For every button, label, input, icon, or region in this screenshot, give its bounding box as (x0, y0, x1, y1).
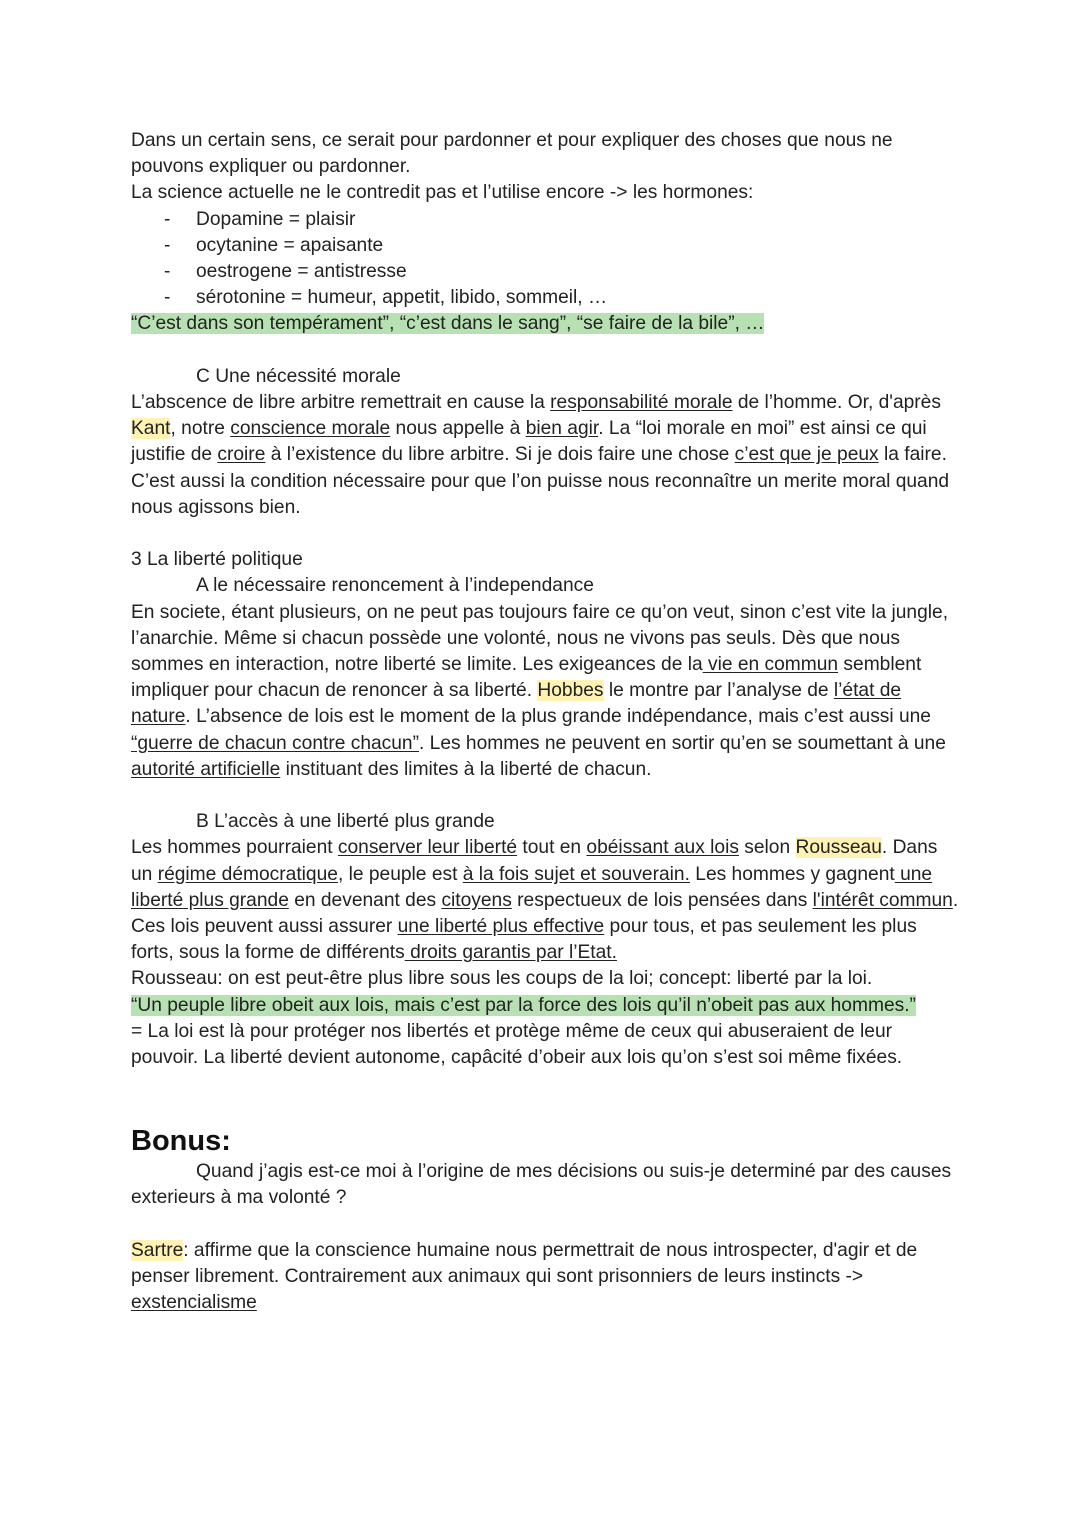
underlined-term: bien agir (525, 418, 599, 440)
green-highlight: “C’est dans son tempérament”, “c’est dans le sang”, “se faire de la bile”, … (131, 313, 765, 335)
section-3b-heading: B L’accès à une liberté plus grande (196, 811, 495, 833)
rousseau-quote (131, 993, 961, 1019)
green-highlight: “Un peuple libre obeit aux lois, mais c’est par la force des lois qu’il n’obeit pas aux hommes.” (131, 994, 916, 1016)
hormones-list (131, 207, 961, 312)
underlined-term: droits garantis par l’Etat. (404, 942, 617, 964)
underlined-term: à la fois sujet et souverain. (462, 863, 690, 885)
intro-science-line: La science actuelle ne le contredit pas et l’utilise encore -> les hormones: (131, 182, 754, 204)
underlined-term: “guerre de chacun contre chacun” (131, 732, 419, 754)
bonus-heading: Bonus: (131, 1125, 231, 1158)
underlined-term: autorité artificielle (131, 758, 281, 780)
section-3b-paragraph: Les hommes pourraient conserver leur liberté tout en obéissant aux lois selon Rousseau. Dans un régime démocratique, le peuple est à la fois sujet et souverain. Les hommes y gagnent une liberté plus grande en devenant des citoyens respectueux de lois pensées dans l'intérêt commun. Ces lois peuvent aussi assurer une liberté plus effective pour tous, et pas seulement les plus forts, sous la forme de différents droits garantis par l’Etat. (131, 837, 959, 964)
underlined-term: croire (217, 444, 266, 466)
underlined-term: une liberté plus grande (131, 863, 933, 911)
bonus-question: Quand j’agis est-ce moi à l’origine de mes décisions ou suis-je determiné par des causes exterieurs à ma volonté ? (131, 1161, 952, 1209)
section-c-paragraph: L’abscence de libre arbitre remettrait en cause la responsabilité morale de l’homme. Or, d'après Kant, notre conscience morale nous appelle à bien agir. La “loi morale en moi” est ainsi ce qui justifie de croire à l’existence du libre arbitre. Si je dois faire une chose c’est que je peux la faire. C’est aussi la condition nécessaire pour que l’on puisse nous reconnaître un merite moral quand nous agissons bien. (131, 392, 950, 518)
underlined-term: vie en commun (702, 654, 839, 676)
law-conclusion-paragraph: = La loi est là pour protéger nos libertés et protège même de ceux qui abuseraient de leur pouvoir. La liberté devient autonome, capâcité d’obeir aux lois qu’on s’est soi même fixées. (131, 1020, 903, 1069)
underlined-term: conserver leur liberté (337, 837, 518, 859)
intro-paragraph: Dans un certain sens, ce serait pour pardonner et pour expliquer des choses que nous ne pouvons expliquer ou pardonner. (131, 130, 893, 178)
sartre-paragraph: Sartre: affirme que la conscience humaine nous permettrait de nous introspecter, d'agir et de penser librement. Contrairement aux animaux qui sont prisonniers de leurs instincts -> exstencialisme (131, 1239, 918, 1314)
rousseau-highlight: Rousseau (795, 837, 882, 859)
underlined-term: une liberté plus effective (397, 916, 605, 938)
hobbes-highlight: Hobbes (537, 680, 604, 702)
underlined-term: l'intérêt commun (812, 889, 953, 911)
list-item: - ocytanine = apaisante (131, 233, 961, 259)
underlined-term: régime démocratique (157, 863, 338, 885)
rousseau-concept-line: Rousseau: on est peut-être plus libre sous les coups de la loi; concept: liberté par la loi. (131, 968, 873, 990)
underlined-term: c’est que je peux (734, 444, 879, 466)
list-item: - Dopamine = plaisir (131, 207, 961, 233)
expressions-quote (131, 311, 961, 337)
section-c-heading: C Une nécessité morale (196, 365, 401, 387)
underlined-term: conscience morale (230, 418, 391, 440)
sartre-highlight: Sartre (131, 1239, 184, 1261)
document-body (131, 128, 961, 1316)
underlined-term: exstencialisme (131, 1292, 257, 1314)
section-3a-paragraph: En societe, étant plusieurs, on ne peut pas toujours faire ce qu’on veut, sinon c’est vite la jungle, l’anarchie. Même si chacun possède une volonté, nous ne vivons pas seuls. Dès que nous sommes en interaction, notre liberté se limite. Les exigeances de la vie en commun semblent impliquer pour chacun de renoncer à sa liberté. Hobbes le montre par l’analyse de l’état de nature. L’absence de lois est le moment de la plus grande indépendance, mais c’est aussi une “guerre de chacun contre chacun”. Les hommes ne peuvent en sortir qu’en se soumettant à une autorité artificielle instituant des limites à la liberté de chacun. (131, 601, 949, 780)
underlined-term: l’état de nature (131, 680, 902, 728)
list-item: - sérotonine = humeur, appetit, libido, sommeil, … (131, 285, 961, 311)
section-3a-heading: A le nécessaire renoncement à l’independance (196, 575, 594, 597)
list-item: - oestrogene = antistresse (131, 259, 961, 285)
underlined-term: responsabilité morale (550, 392, 733, 414)
kant-highlight: Kant (131, 418, 171, 440)
underlined-term: obéissant aux lois (586, 837, 739, 859)
section-3-heading: 3 La liberté politique (131, 549, 303, 571)
underlined-term: citoyens (441, 889, 512, 911)
